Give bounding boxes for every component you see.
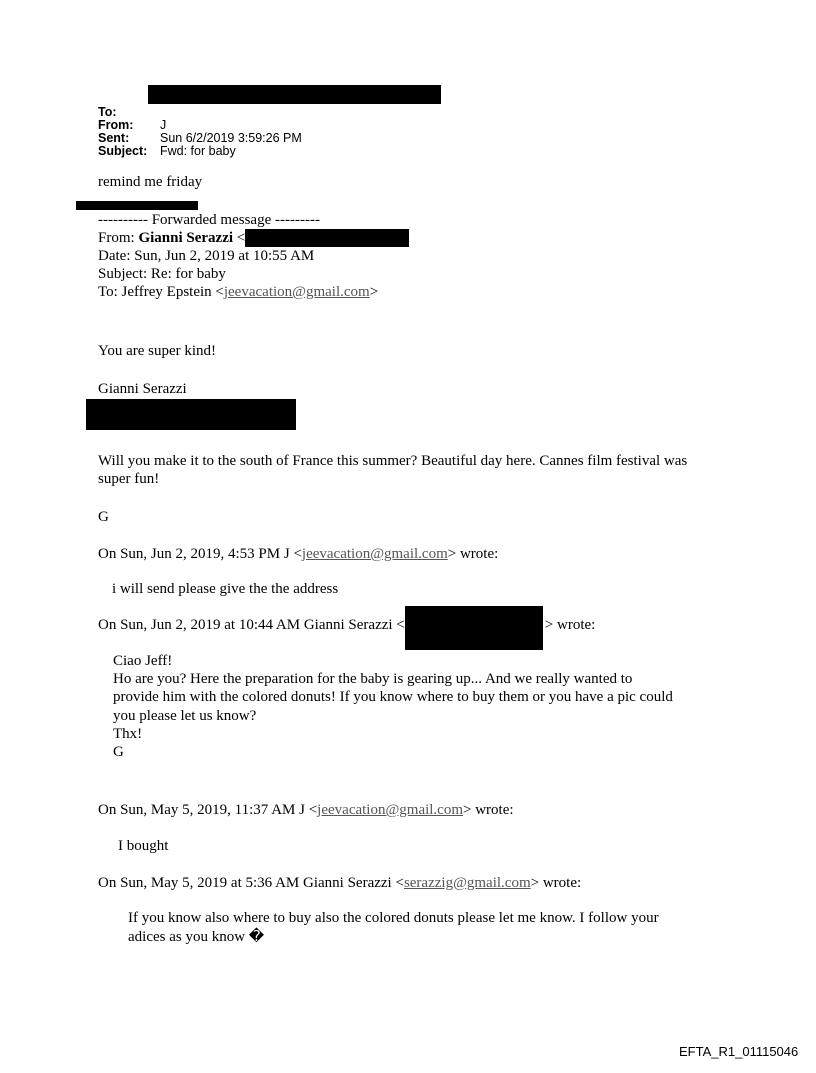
quote-text: you please let us know? [113, 708, 257, 724]
email-link[interactable]: jeevacation@gmail.com [317, 802, 464, 818]
quote-text: Thx! [113, 726, 143, 742]
quote-text: i will send please give the the address [112, 581, 339, 597]
redaction-box [86, 399, 296, 430]
redaction-box [245, 229, 409, 247]
message-text: Will you make it to the south of France this summer? Beautiful day here. Cannes film festival was [98, 453, 688, 469]
quote-header: On Sun, Jun 2, 2019, 4:53 PM J <jeevacation@gmail.com> wrote: [98, 546, 499, 562]
email-link[interactable]: jeevacation@gmail.com [301, 546, 448, 562]
email-link[interactable]: serazzig@gmail.com [403, 875, 531, 891]
quote-text: adices as you know � [128, 929, 265, 945]
header-subject: Subject: Fwd: for baby [98, 144, 236, 158]
quote-text: Ciao Jeff! [113, 653, 173, 669]
quote-text: Ho are you? Here the preparation for the baby is gearing up... And we really wanted to [113, 671, 633, 687]
email-link[interactable]: jeevacation@gmail.com [223, 284, 370, 300]
quote-header: On Sun, May 5, 2019 at 5:36 AM Gianni Serazzi <serazzig@gmail.com> wrote: [98, 875, 582, 891]
note-text: remind me friday [98, 174, 203, 190]
header-sent: Sent: Sun 6/2/2019 3:59:26 PM [98, 131, 302, 145]
quote-text: I bought [118, 838, 169, 854]
fwd-to: To: Jeffrey Epstein <jeevacation@gmail.com> [98, 284, 379, 300]
redaction-box [148, 85, 441, 104]
message-text: super fun! [98, 471, 160, 487]
signature: Gianni Serazzi [98, 381, 187, 397]
forwarded-separator: ---------- Forwarded message --------- [98, 212, 320, 228]
quote-text: If you know also where to buy also the colored donuts please let me know. I follow your [128, 910, 659, 926]
fwd-subject: Subject: Re: for baby [98, 266, 226, 282]
header-from: From: J [98, 118, 167, 132]
header-to: To: [98, 105, 117, 119]
message-text: You are super kind! [98, 343, 217, 359]
fwd-date: Date: Sun, Jun 2, 2019 at 10:55 AM [98, 248, 315, 264]
message-sign: G [98, 509, 109, 525]
quote-header: On Sun, Jun 2, 2019 at 10:44 AM Gianni Serazzi < > wrote: [98, 616, 595, 634]
redaction-box [76, 201, 198, 210]
quote-text: G [113, 744, 124, 760]
document-id: EFTA_R1_01115046 [679, 1044, 799, 1059]
quote-header: On Sun, May 5, 2019, 11:37 AM J <jeevacation@gmail.com> wrote: [98, 802, 514, 818]
redaction-box [405, 606, 543, 650]
fwd-from: From: Gianni Serazzi < [98, 229, 409, 247]
quote-text: provide him with the colored donuts! If you know where to buy them or you have a pic could [113, 689, 673, 705]
